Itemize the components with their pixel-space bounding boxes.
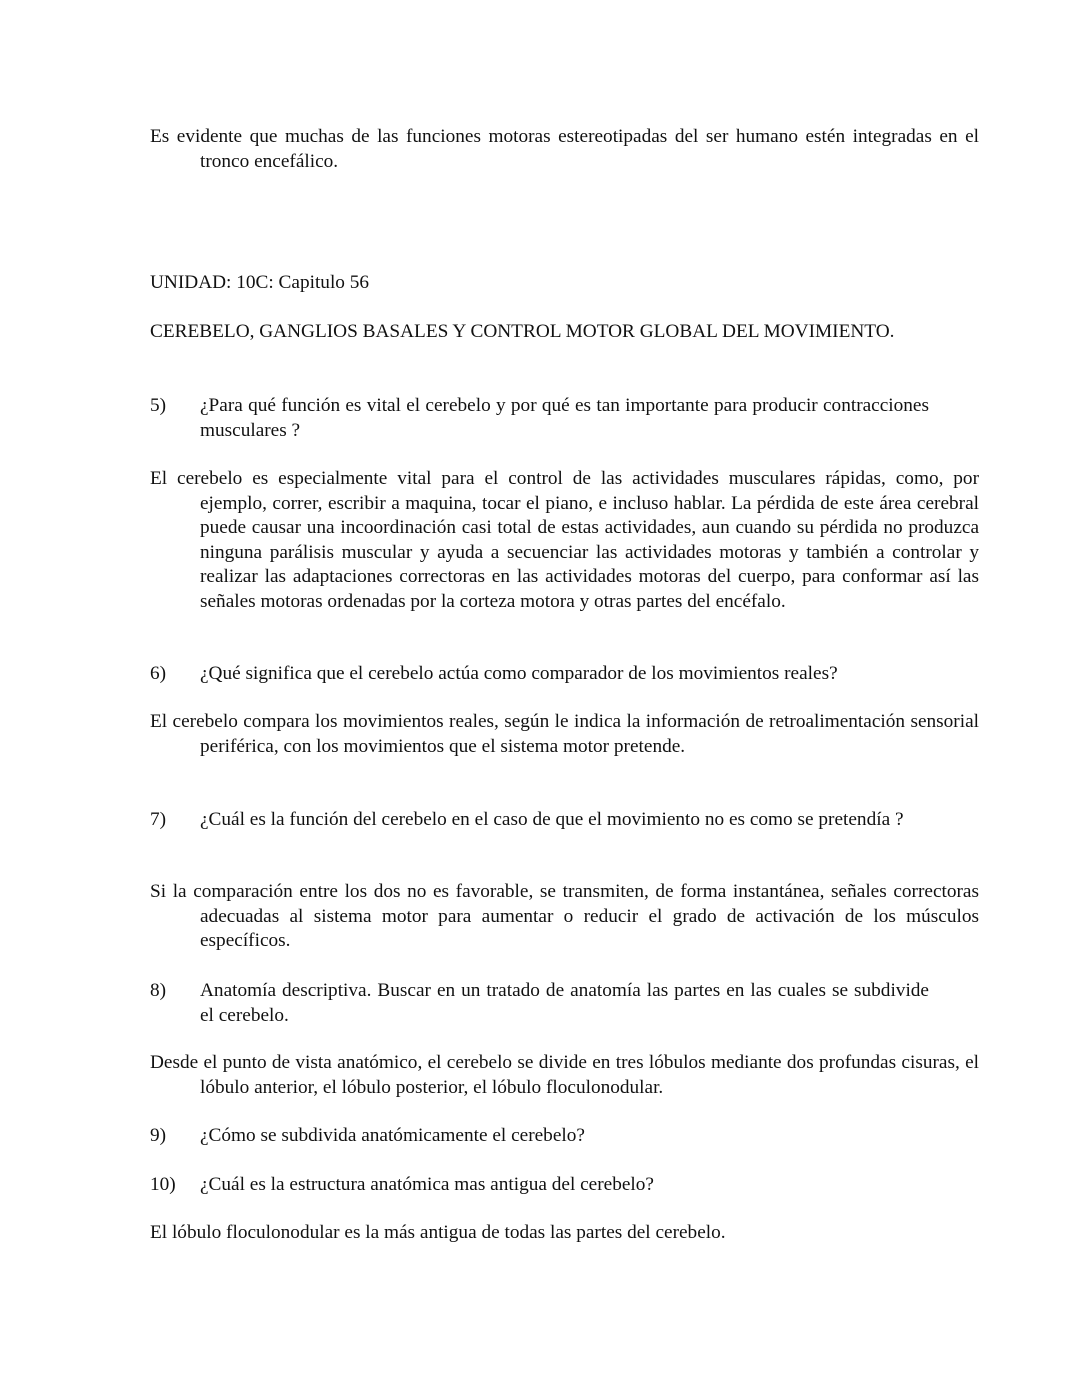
question-9 (150, 1124, 929, 1149)
question-8 (150, 979, 929, 1028)
question-text: ¿Cómo se subdivida anatómicamente el cerebelo? (200, 1125, 585, 1146)
question-number: 9) (150, 1125, 167, 1146)
question-7 (150, 808, 929, 833)
question-6 (150, 662, 929, 687)
question-number: 5) (150, 395, 167, 416)
question-number: 6) (150, 663, 167, 684)
answer-6: El cerebelo compara los movimientos reales, según le indica la información de retroalimentación sensorial periférica, con los movimientos que el sistema motor pretende. (150, 711, 979, 757)
answer-5: El cerebelo es especialmente vital para el control de las actividades musculares rápidas, como, por ejemplo, correr, escribir a maquina, tocar el piano, e incluso hablar. La pérdida de este área cerebral puede causar una incoordinación casi total de estas actividades, aun cuando su pérdida no produzca ninguna parálisis muscular y ayuda a secuenciar las actividades motoras y también a controlar y realizar las adaptaciones correctoras en las actividades motoras del cuerpo, para conformar así las señales motoras ordenadas por la corteza motora y otras partes del encéfalo. (150, 468, 979, 612)
answer-10: El lóbulo floculonodular es la más antigua de todas las partes del cerebelo. (150, 1222, 726, 1243)
question-text: ¿Cuál es la estructura anatómica mas antigua del cerebelo? (200, 1174, 654, 1195)
question-text: ¿Cuál es la función del cerebelo en el caso de que el movimiento no es como se pretendía ? (200, 809, 904, 830)
question-number: 7) (150, 809, 167, 830)
question-number: 10) (150, 1174, 176, 1195)
answer-8: Desde el punto de vista anatómico, el cerebelo se divide en tres lóbulos mediante dos profundas cisuras, el lóbulo anterior, el lóbulo posterior, el lóbulo floculonodular. (150, 1052, 979, 1098)
unit-label: UNIDAD: 10C: Capitulo 56 (150, 272, 370, 293)
question-text: Anatomía descriptiva. Buscar en un tratado de anatomía las partes en las cuales se subdivide el cerebelo. (200, 980, 929, 1026)
question-5 (150, 394, 929, 443)
section-heading: CEREBELO, GANGLIOS BASALES Y CONTROL MOTOR GLOBAL DEL MOVIMIENTO. (150, 321, 895, 342)
question-text: ¿Qué significa que el cerebelo actúa como comparador de los movimientos reales? (200, 663, 838, 684)
intro-paragraph: Es evidente que muchas de las funciones motoras estereotipadas del ser humano estén integradas en el tronco encefálico. (150, 126, 979, 172)
question-number: 8) (150, 980, 167, 1001)
question-10 (150, 1173, 929, 1198)
answer-7: Si la comparación entre los dos no es favorable, se transmiten, de forma instantánea, señales correctoras adecuadas al sistema motor para aumentar o reducir el grado de activación de los músculos específicos. (150, 881, 979, 951)
question-text: ¿Para qué función es vital el cerebelo y por qué es tan importante para producir contracciones musculares ? (200, 395, 929, 441)
